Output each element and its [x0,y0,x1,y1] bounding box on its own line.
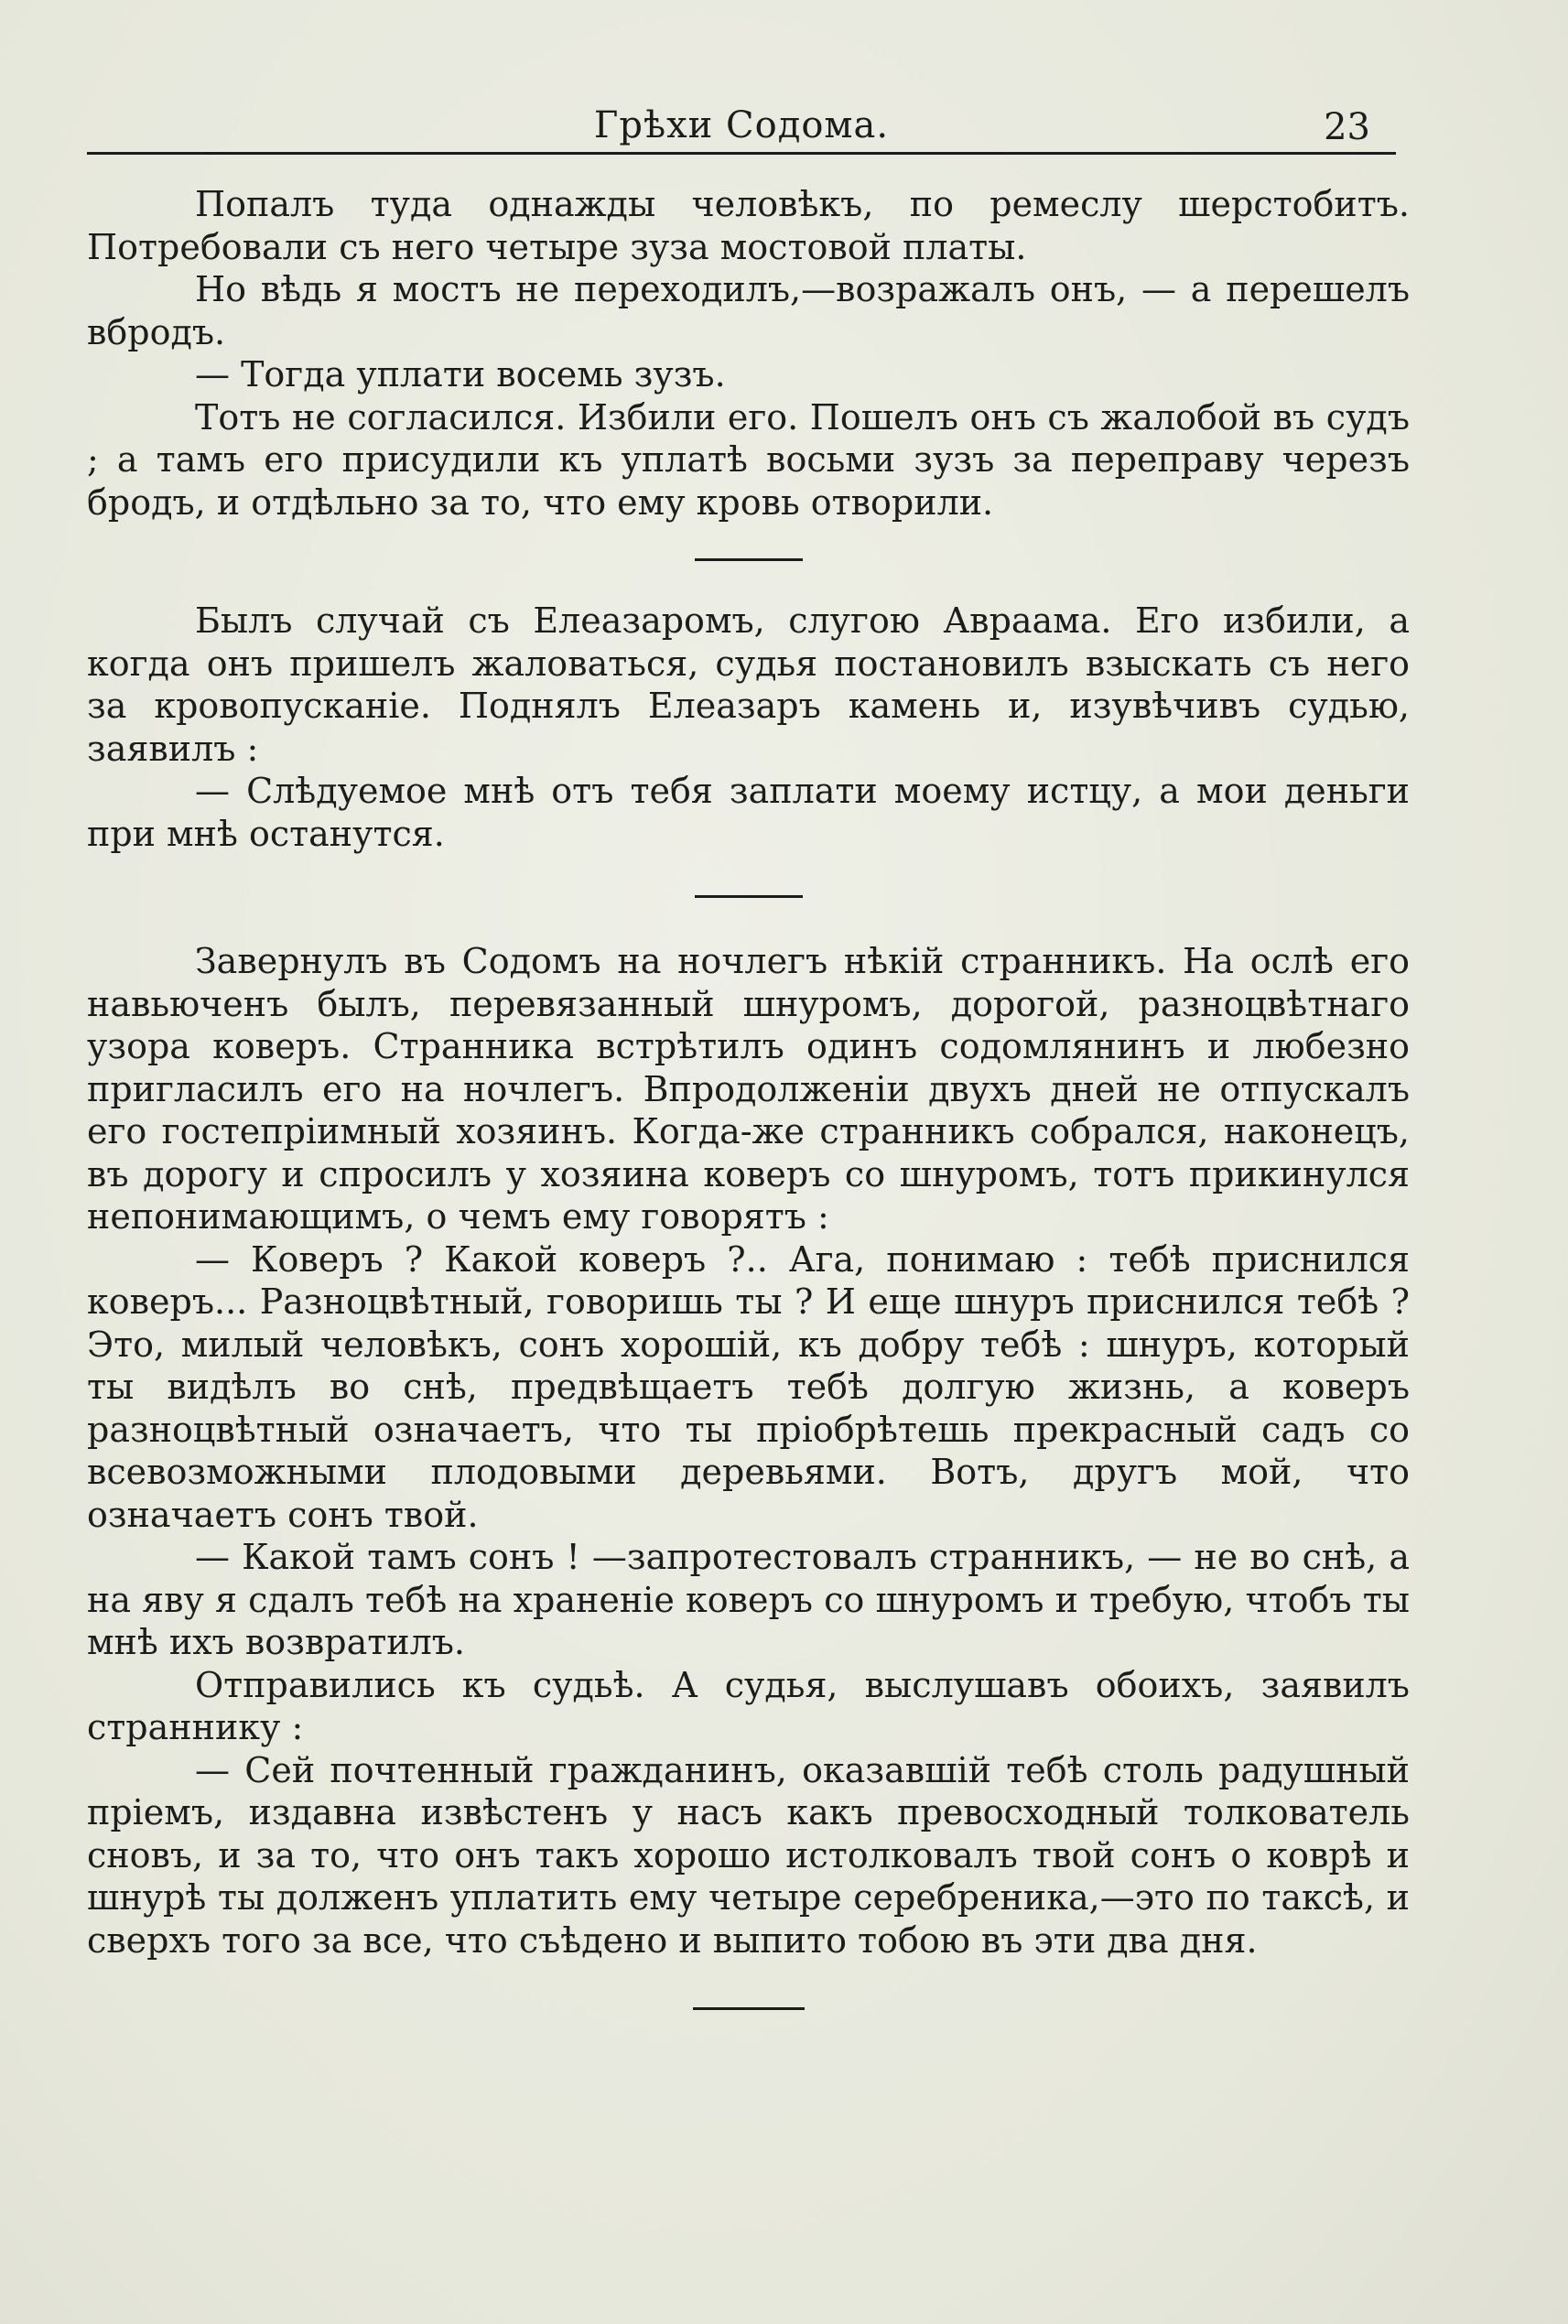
page-header [87,99,1396,155]
paragraph: Завернулъ въ Содомъ на ночлегъ нѣкій странникъ. На ослѣ его навьюченъ былъ, перевязанный шнуромъ, дорогой, разноцвѣтнаго узора коверъ. Странника встрѣтилъ одинъ содомлянинъ и любезно пригласилъ его на ночлегъ. Впродолженіи двухъ дней не отпускалъ его гостепріимный хозяинъ. Когда-же странникъ собрался, наконецъ, въ дорогу и спросилъ у хозяина коверъ со шнуромъ, тотъ прикинулся непонимающимъ, о чемъ ему говорятъ : [87,941,1410,1237]
paragraph: Но вѣдь я мостъ не переходилъ,—возражалъ онъ, — а перешелъ вбродъ. [87,269,1410,352]
running-title: Грѣхи Содома. [593,104,890,146]
paragraph: — Коверъ ? Какой коверъ ?.. Ага, понимаю : тебѣ приснился коверъ... Разноцвѣтный, говоришь ты ? И еще шнуръ приснился тебѣ ? Это, милый человѣкъ, сонъ хорошій, къ добру тебѣ : шнуръ, который ты видѣлъ во снѣ, предвѣщаетъ тебѣ долгую жизнь, а коверъ разноцвѣтный означаетъ, что ты пріобрѣтешь прекрасный садъ со всевозможными плодовыми деревьями. Вотъ, другъ мой, что означаетъ сонъ твой. [87,1238,1410,1535]
section-separator [695,895,803,898]
paragraph: — Какой тамъ сонъ ! —запротестовалъ странникъ, — не во снѣ, а на яву я сдалъ тебѣ на храненіе коверъ со шнуромъ и требую, чтобъ ты мнѣ ихъ возвратилъ. [87,1537,1410,1662]
story-shepherd-toll [87,183,1410,524]
page-number: 23 [1324,106,1370,148]
section-separator [695,558,803,561]
paragraph: Попалъ туда однажды человѣкъ, по ремеслу шерстобитъ. Потребовали съ него четыре зуза мостовой платы. [87,184,1410,267]
paragraph: Былъ случай съ Елеазаромъ, слугою Авраама. Его избили, а когда онъ пришелъ жаловаться, судья постановилъ взыскать съ него за кровопусканіе. Поднялъ Елеазаръ камень и, изувѣчивъ судью, заявилъ : [87,600,1410,769]
story-wanderer-carpet [87,940,1410,1962]
paragraph: Отправились къ судьѣ. А судья, выслушавъ обоихъ, заявилъ страннику : [87,1664,1410,1747]
paragraph: Тотъ не согласился. Избили его. Пошелъ онъ съ жалобой въ судъ ; а тамъ его присудили къ уплатѣ восьми зузъ за переправу черезъ бродъ, и отдѣльно за то, что ему кровь отворили. [87,396,1410,523]
paragraph: — Слѣдуемое мнѣ отъ тебя заплати моему истцу, а мои деньги при мнѣ останутся. [87,771,1410,854]
story-eleazar [87,600,1410,855]
paragraph: — Тогда уплати восемь зузъ. [195,354,726,395]
body-text [87,183,1410,2010]
paragraph: — Сей почтенный гражданинъ, оказавшій тебѣ столь радушный пріемъ, издавна извѣстенъ у насъ какъ превосходный толкователь сновъ, и за то, что онъ такъ хорошо истолковалъ твой сонъ о коврѣ и шнурѣ ты долженъ уплатить ему четыре серебреника,—это по таксѣ, и сверхъ того за все, что съѣдено и выпито тобою въ эти два дня. [87,1749,1410,1961]
section-separator [693,2007,805,2010]
